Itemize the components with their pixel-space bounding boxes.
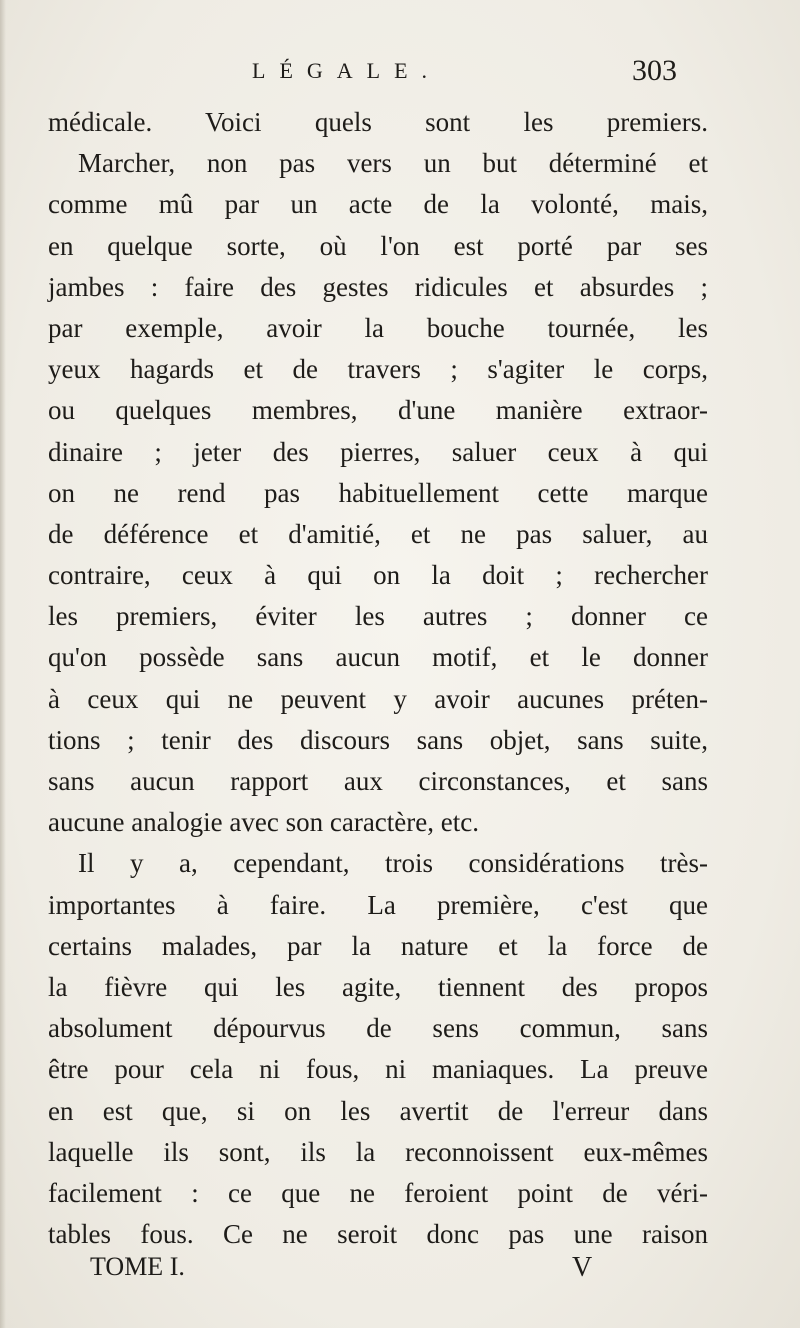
text-line: Il y a, cependant, trois considérations très- — [78, 848, 708, 879]
gathering-signature: V — [572, 1252, 593, 1283]
text-line: importantes à faire. La première, c'est que — [48, 889, 708, 920]
text-line: être pour cela ni fous, ni maniaques. La preuve — [48, 1054, 708, 1085]
text-line: en quelque sorte, où l'on est porté par ses — [48, 230, 708, 261]
text-line: par exemple, avoir la bouche tournée, les — [48, 312, 708, 343]
text-line: contraire, ceux à qui on la doit ; rechercher — [48, 560, 708, 591]
text-line: qu'on possède sans aucun motif, et le donner — [48, 642, 708, 673]
text-line: les premiers, éviter les autres ; donner ce — [48, 601, 708, 632]
text-line: tions ; tenir des discours sans objet, sans suite, — [48, 724, 708, 755]
volume-signature: TOME I. — [90, 1252, 185, 1281]
text-line: à ceux qui ne peuvent y avoir aucunes préten- — [48, 683, 708, 714]
body-text — [48, 102, 708, 1255]
text-line: tables fous. Ce ne seroit donc pas une raison — [48, 1219, 708, 1250]
text-line: yeux hagards et de travers ; s'agiter le corps, — [48, 354, 708, 385]
text-line: absolument dépourvus de sens commun, sans — [48, 1013, 708, 1044]
text-line: de déférence et d'amitié, et ne pas saluer, au — [48, 518, 708, 549]
text-line: aucune analogie avec son caractère, etc. — [48, 807, 479, 838]
page-footer — [0, 1252, 800, 1292]
running-head — [0, 54, 800, 94]
text-line: la fièvre qui les agite, tiennent des propos — [48, 971, 708, 1002]
text-line: laquelle ils sont, ils la reconnoissent eux-mêmes — [48, 1136, 708, 1167]
text-line: certains malades, par la nature et la force de — [48, 930, 708, 961]
page-number: 303 — [632, 54, 677, 87]
running-title: LÉGALE. — [252, 58, 442, 83]
text-line: en est que, si on les avertit de l'erreur dans — [48, 1095, 708, 1126]
text-line: comme mû par un acte de la volonté, mais, — [48, 189, 708, 220]
text-line: médicale. Voici quels sont les premiers. — [48, 107, 708, 137]
text-line: on ne rend pas habituellement cette marque — [48, 477, 708, 508]
text-line: dinaire ; jeter des pierres, saluer ceux à qui — [48, 436, 708, 467]
text-line: Marcher, non pas vers un but déterminé et — [78, 148, 708, 179]
page-edge-shadow — [0, 0, 6, 1328]
text-line: ou quelques membres, d'une manière extraor- — [48, 395, 708, 426]
text-line: jambes : faire des gestes ridicules et absurdes ; — [48, 271, 708, 302]
text-line: sans aucun rapport aux circonstances, et sans — [48, 766, 708, 796]
text-line: facilement : ce que ne feroient point de véri- — [48, 1177, 708, 1208]
